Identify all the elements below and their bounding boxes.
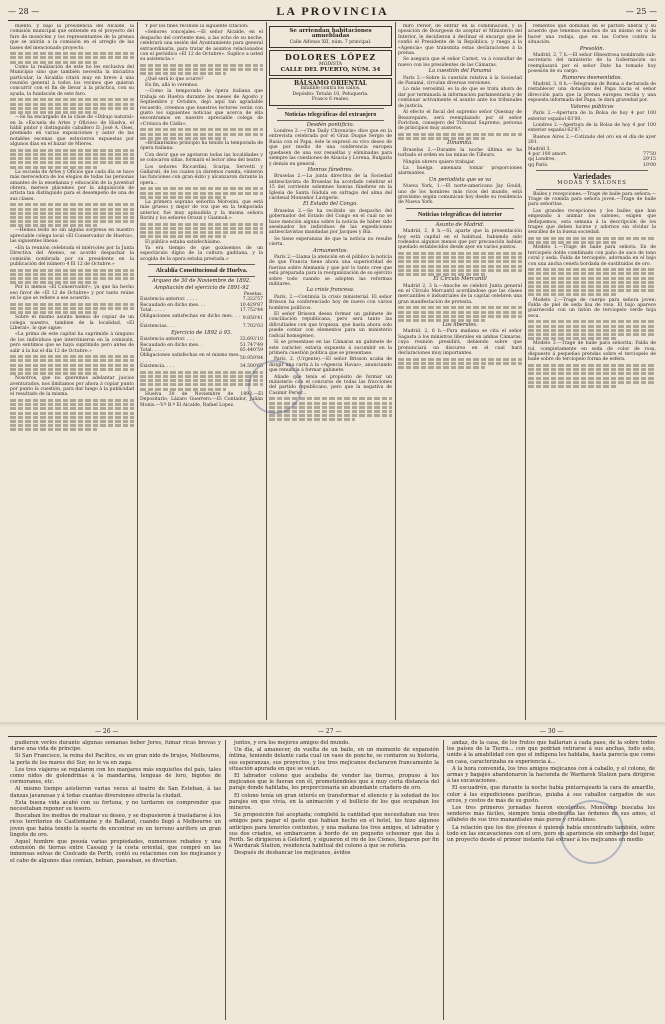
serial-column-3 [447, 740, 655, 1020]
table-row: Total. . . . . 85.440'59 [140, 348, 263, 354]
article-text: París 2.—Llama la atención en el público la noticia de que Francia tiene ahora una superioridad de fuerzas sobre Alemania y que por lo tanto cree que está preparada para la reorganización de su ejército sobre todo cuando se adopten las reformas militares. [269, 255, 392, 288]
column-5 [528, 24, 656, 720]
article-text: ¿Qué será lo que ocurre? [145, 76, 204, 82]
article-text: juntos, y era los mejores amigos del mundo. [234, 740, 350, 746]
serial-column-2 [229, 740, 439, 1020]
news-subhead: El Estado del Congo. [303, 201, 358, 208]
page-number-right: — 25 — [625, 6, 657, 16]
table-row: Obligaciones satisfechas en dicho mes. . . . . 9.850'41 [140, 313, 263, 325]
classified-ad: BÁLSAMO ORIENTAL Infalible contra los callos. Depósito: Tetuán 10, Peluquería. Frasco 6 reales. [269, 78, 392, 106]
news-subhead: Dinamita. [447, 140, 473, 147]
article-text: Madrid, 2, 6 h.—Para mañana se cita el señor Sagasta á los ministros liberales en ambas Cámaras, cuya reunión presidirá, debiendo sobre que pronunciará un discurso en el cual hará declaraciones muy importantes. [398, 329, 522, 357]
article-text: Londres 2.—Apertura de la Bolsa de hoy 4 por 100 exterior español 62'87. [528, 122, 656, 134]
news-subhead: Rumores desmentidos. [561, 74, 623, 81]
column-rule [225, 740, 226, 1020]
serial-page-number: — 26 — [95, 728, 119, 735]
article-text: miro Perier, de entrar en la combinación, y la oposición de Bourgeois de aceptar el Ministerio del Interior, le decidieron á declinar el encargo que le confió el Presidente de la República, y ruega á la «Agencia» que transmita estas declaraciones á la prensa. [398, 24, 522, 57]
news-subhead: Honras fúnebres. [307, 166, 354, 173]
article-text: Nosotros, que no queremos adelantar juicios aventurados, nos limitamos por ahora á copiar punto por punto la cuestión, para dar luego á la publicidad el resultado de la misma. [10, 376, 134, 398]
article-text: Ningún obrero quiere trabajar. [403, 159, 476, 165]
article-text: —Se ha encargado de la clase de «Dibujo natural» en la «Escuela de Artes y Oficios» de Huelva, el hábil pintor y distinguido caballero D. José A. Oses, premiado en varias exposiciones y autor de las notables escenas que estuvieron expuestas por algunos días en el bazar de Mieres. [10, 115, 134, 148]
article-text: miento, y bajo la presidencia del Alcalde, la comisión municipal que entiende en el proyecto del faro de monóclex y los representantes de la prensa que se unirán a la comisión en el arreglo de las bases del mencionado proyecto. [10, 24, 134, 51]
table-row: Existencia anterior. . . . . 7.322'57 [140, 297, 263, 303]
news-subhead: La cuestión del Panamá [428, 68, 492, 75]
article-text: Madrid, 2, 8 h.—Sí, aparte que la presentación hoy está capital en el habitual, habiendo sido rodeados algunos menos que por precaución habían quedado establecidos desde ayer en varios puntos. [398, 229, 522, 251]
section-title: Variedades [573, 172, 611, 182]
article-text: Aquel hombre que poseía varias propiedades, numerosos rebaños y una extensión de tierras entre Cassaig y la costa oriental, que compró en las inmensas selvas de Coolcado de Perth, contó su relaciones con los mejicanos y el cabo de algunos días comían, bebían, paseaban, se divertían. [10, 839, 221, 864]
report-title: Ejercicio de 1892 á 93. [171, 329, 232, 336]
article-text: andaz, de la casa, de los frutos que hallarían á cada paso, de la sobre todos los países de la Tierra... con que podrían retirarse á sus anchas, todo esto, unido á la amabilidad con que el indígena les hablaba, hasta parecía que como en casa, caracterizaba su experiencia á... [447, 740, 655, 765]
article-text: pudieron verlos durante algunas semanas beber Jeres, fumar ricas brevas y darse una vida de príncipe. [10, 740, 221, 753]
masthead-title: LA PROVINCIA [276, 3, 389, 18]
header-rule [8, 20, 657, 21]
table-row: Obligaciones satisfechas en el mismo mes. . . . . 50.959'84 [140, 353, 263, 364]
table-row: Existencia. . . . 34.500'65 [140, 364, 263, 370]
news-subhead: Valores públicos [570, 103, 614, 110]
table-row: qq París. 10'00 [528, 162, 656, 168]
article-text: Como la realización de este no les exclusiva del Municipio sino que también necesita la iniciativa particular, la Alcaldía citará muy en breve á una reunión general á todos los vecinos que quieran concurrir con el fin de llevar á la práctica, con su ayuda, la fundación de este faro. [10, 64, 134, 97]
article-text: Lo más verosímil, es la de que se trata ahora de dar por terminada la información parlamentaria y de continuar activamente el asunto ante los tribunales de justicia. [398, 87, 522, 109]
news-subhead: La crisis francesa. [306, 287, 355, 294]
table-row: Recaudado en dicho mes. . 51.747'49 [140, 342, 263, 348]
market-table [528, 147, 656, 169]
article-text: Bruselas 2.—La junta directiva de la Sociedad antiesclavista de Bruselas ha acordado celebrar el 15 del corriente solemnes honras fúnebres en la Iglesia de Santa Gúdula en sufragio del alma del cardenal Monseñor Lavigerie. [269, 174, 392, 201]
article-text: En fin, allá lo veremos. [145, 83, 199, 88]
article-text: La escuela de Artes y Oficios que cada día se hace más merecedora de los elogios de todas las personas amantes de la enseñanza y educación de la juventud obrera, merece plácemes por la adquisición de artista tan distinguido para el desempeño de una de sus clases. [10, 169, 134, 202]
article-text: París 2.—Apertura de la Bolsa de hoy 4 por 100 exterior español 63'00. [528, 111, 656, 122]
article-text: La huelga amenaza tomar proporciones alarmantes. [398, 165, 522, 177]
article-text: Con decir que se agotaron todas las localidades y se colocaron sillas, formará el lector idea del teatro. [140, 152, 263, 164]
news-subhead: Los liberales. [442, 322, 478, 329]
article-text: Bruselas 2.—Durante la noche última se ha turbado el orden en las minas de Tilleurs. [398, 147, 522, 159]
article-text: Madrid 2, 3 h.—Anoche se celebró Junta general en el Círculo Mercantil acordándose que las clases mercantiles é industriales de la capital celebren una gran manifestación de protesta. [398, 283, 522, 305]
quoted-text: «La prima de este capital ha suprimido á ninguno de los individuos que intervinieron en la comisión, pero sentimos que se haya suprimido pero antes de salir á la luz el día 12 de Octubre.» [10, 332, 134, 354]
section-subtitle: MODAS Y SALONES [557, 180, 627, 187]
article-text: París, 2.—Continúa la crisis ministerial. El señor Brisson ha conferenciado hoy de nuevo con varios hombres políticos. [269, 294, 392, 311]
section-title: Alcaldía Constitucional de Huelva. [155, 267, 248, 275]
article-text: Madrid, 3, 8 h.—Telegrama de Roma a declarada de restablecer una dotación del Papa hacia el señor dirección para que la prensa europea reciba y una espuesta informada del Papa, le dará gravedad por. [528, 82, 656, 104]
article-text: Buenos Aires 2.—Cotizado del oro en el día de ayer 281. [528, 134, 656, 146]
article-text: El labrador colono que acababa de vender las tierras, propuso á los mejicanos que le fueran con él, prometiéndoles que á muy corta distancia del paraje donde habitaba, les proporcionaría un abundante criadero de oro. [229, 773, 439, 792]
table-row: qq Londres, 29'15 [528, 157, 656, 163]
article-text: Un día, al amanecer, de vuelta de un baile, en un momento de expansión íntima, teniendo delante cada cual un vaso de ponche, se contaron su historia, sus esperanzas, sus proyectos, y los tres mejicanos declararon francamente la situación apurada en que se veían. [229, 747, 439, 772]
article-text: La primera soprano señorita Morosini, que está más grueso y mejor de voz que en la temporada anterior, fué muy aplaudida y la misma señora Rorini y los señores Orozzi y Giannoli.» [140, 200, 263, 222]
article-text: El escuadrón, que durante la noche había pintarrajeado la cara de amarillo, color á las expediciones pacíficas, guiaba á sus caballos cargados de sus arcos, y cestos de más de su gusto. [447, 785, 655, 804]
article-text: —Como la temporada de ópera italiana que trabaja en Huelva durante los meses de Agosto y Septiembre y Octubre, dejó aquí tan agradable recuerdo, creemos que nuestros lectores verán con gusto los siguientes noticias que acerca de ella encontramos en nuestro apreciable colega de «Crónica de Cádiz». [140, 89, 263, 127]
article-text: La relación que los dos jóvenes é quienes había encontrado también, sobre todo en las excavaciones con el oro, pero en apariencia sin embargo del lugar, un proyecto desde el primer instante fué extraer á los mejicanos en medio [447, 824, 655, 844]
page-fold [0, 722, 665, 727]
news-subhead: Asunto de Madrid. [435, 221, 485, 228]
article-text: Al efecto el fiscal del supremo señor Quesnay de Beaurepaire, será reemplazado por el señor Forichon, consejero del Tribunal Supremo, persona de principios muy austeros. [398, 110, 522, 132]
article-text: «Señores concejales.—El señor Alcalde, en el despacho del corriente mes, a las ocho de su noche, celebrará una sesión del Ayuntamiento para general extraordinaria, para tratar de asuntos relacionados con el periódico «El 12 de Octubre». Suplico a usted su asistencia.» [140, 30, 263, 63]
news-subhead: Un periodista que se va [428, 176, 492, 183]
article-text: Se asegura que el señor Carnot, va á consultar de nuevo con los presidentes de las Cámaras. [398, 57, 522, 68]
section-title: Noticias telegráficas del interior [417, 210, 503, 218]
article-text: Los señores Riccardini, Scarpa, Servetti y Gallarati, de los cuales ya daremos cuenta, vinieron las funciones con gran éxito y alcanzaron durante la opera... [140, 164, 263, 186]
serial-page-number: — 27 — [318, 728, 342, 735]
article-text: Modelo 1.—Trage de baile para señora: En de terciopelo doble combinado con paño de saco de tono coral y seda. Falda de terciopelo, adornada en el bajo con una ancha cenefa bordada de sustituidas de oro. [528, 245, 656, 267]
serial-column-1 [10, 740, 221, 1020]
article-text: Sobre el mismo asunto hemos de copiar de un colega nuestro, tambien de la localidad, «El Liberal», lo que sigue: [10, 315, 134, 332]
finance-table [140, 337, 263, 369]
article-text: Modelo 3.—Trage de baile para señorita: Falda de tul, completamente en seda de color de rosa, dispuesto á pequeñas prendas sobre el terciopelo de baile sobre de terciopelo forma de esfera. [528, 341, 656, 363]
article-text: Si se presentase en las Cámaras un gabinete de este carácter, estaría expuesto á sucumbir en la primera cuestión política que se presentase. [269, 340, 392, 356]
page-number-left: — 28 — [8, 6, 40, 16]
report-title: Arqueo de 30 de Noviembre de 1892. [152, 278, 251, 285]
table-row: Total. . . . . 17.752'44 [140, 308, 263, 314]
library-seal [560, 800, 624, 864]
article-text: —Hemos leído no sin alguna sorpresa en nuestro apreciable colega local «El Conservador de Huelva», las siguientes líneas: [10, 228, 134, 245]
serial-rule [8, 736, 657, 737]
column-rule [525, 22, 526, 720]
article-text: Bailes y recepciones.—Trage de baile para señora.—Trage de comida para señora joven.—Trage de baile para señoritas. [528, 191, 656, 208]
column-4 [398, 24, 522, 720]
article-text: Y por los fines recibido la siguiente citación: [145, 24, 249, 29]
article-text: Su proposición fué aceptada; completó la cantidad que necesitaban sus tres amigos para pagar el gasto que habían hecho en el hotel, les hizo algunos anticipos para tenerlos contentos, y una mañana los tres amigos, el labrador y sus dos criados, se embarcaron á bordo de un pequeño schooner que iba á Perth. Se dirigieron á Geleford, y siguieron el rio de los Cisnes, llegaron por fin á Wardarak Station, residencia habitual del colono á que se refería. [229, 812, 439, 850]
article-text: Londres 2.—«The Daily Chronicle» dice que en la entrevista celebrada por el Gran Duque Sergio de Rusia con el Papa, éste le expresó su vivo deseo de que por medio de una conferencia europea quedasen de una vez resueltas y eliminadas para siempre las cuestiones de Alsacia y Lorena, Bulgaria y demás en general. [269, 129, 392, 167]
article-text: A la hora convenida, los tres amigos mejicanos con á caballo, y el colono, de armas y bagajes abandonaron la hacienda de Wardarok Station para dirigirse á las excavaciones. [447, 765, 655, 785]
classified-ad: Se arriendan habitaciones amuebladas Calle Alfonso XII, núm. 7 principal. [269, 26, 392, 48]
serial-page-number: — 30 — [540, 728, 564, 735]
table-row: 4 por 100 amort. 77'50 [528, 151, 656, 157]
article-text: Esta buena vida acabó con su fortuna, y no tardaron en comprender que necesitaban reponer su tesoro. [10, 799, 221, 813]
article-text: Buscaban los medios de realizar su deseo, y se dispusieron á trasladarse á los ricos territorios de Castlemaine y de Ballarat, cuando llegó á Melbourne un joven que habia tenido la suerte de encontrar en un terreno aurífero un gran lingote de oro. [10, 813, 221, 838]
section-title: Noticias telegráficas del extranjero [284, 110, 377, 118]
article-text: Por lo menos «El Conservador», ya que ha hecho eso favor de «El 12 de Octubre» y por tanto reúne en lo que se refiere a ese acuerdo. [10, 285, 134, 302]
report-subtitle: Ampliación del ejercicio de 1891-92 [154, 284, 249, 291]
running-header [8, 4, 657, 18]
article-text: «Brillantísimo principio ha tenido la temporada de ópera italiana. [140, 141, 263, 152]
library-seal [248, 360, 302, 414]
article-text: Al mismo tiempo asistieron varias veces al teatro de San Esteban, á las danzas javanesas y á todas cuantas diversiones ofrecía la ciudad. [10, 786, 221, 799]
column-rule [137, 22, 138, 720]
article-text: Después de desbancar los mejicanos, ávidos [234, 850, 351, 857]
article-text: Modelo 2.—Trage de cuerpo para señora joven: Falda de piel de seda lisa de rosa. El bajo aparece guarnecido con un listón de terciopelo verde hoja seca. [528, 297, 656, 319]
signature-line: Huelva 30 de Noviembre de 1892.—El Depositario, Lázaro Guerrero.—El Contador, Julián Monis.—V.º B.º El Alcalde, Rafael Lopez. [140, 391, 263, 408]
news-subhead: Armamentos. [312, 247, 349, 254]
quoted-text: «En la reunión celebrada el miércoles por la Junta Directiva del Ateneo, se acordó despachar la comisión nombrada por su presidente en la publicación del número 4 El 12 de Octubre.» [10, 245, 134, 267]
article-text: Los tres primeros jornadas fueron excelentes. Monoomp buscaba los senderos más fáciles, siempre tenía obedecida las órdenes de sus amos, el alfabeto de sus tres manantiales más puros y cristalinos. [447, 805, 655, 824]
column-rule [443, 740, 444, 1020]
article-text: Se tiene esperanzas de que la noticia no resulte cierta. [269, 236, 392, 248]
article-text: Ya era tiempo de que gozásemos de un espectáculo digno de la cultura gaditana, y la acogida de la opera estaba prestada.» [140, 245, 263, 262]
table-row: Recaudado en dicho mes. . . 10.429'87 [140, 302, 263, 308]
article-text: El colono tenía un gran interés en transformar el silencio y la soledad de los parajes en que vivía, en la animación y el bullicio de los que ocupaban los mineros. [229, 792, 439, 812]
news-subhead: Presolón. [579, 45, 605, 52]
table-row: Madrid 3. [528, 146, 551, 152]
article-text: París 2.—Sobre la cuestión relativa á la Sociedad de Panamá, circulan diversas versiones. [398, 75, 522, 87]
article-text: Si San Francisco, la reina del Pacífico, es un gran nido de brujos, Melbourne, la perla de los mares del Sur, no le va en zaga. [10, 753, 221, 766]
news-subhead: Desdén pontificio. [306, 121, 355, 128]
column-1 [10, 24, 134, 720]
article-text: Nueva York, 1.—El norte-americano Jay Gould, uno de los hombres más ricos del mundo, está gravísimo según comunican hoy desde su residencia de Nueva York. [398, 184, 522, 206]
table-row: Existencias. . . . 7.702'03 [140, 324, 263, 330]
column-2 [140, 24, 263, 720]
article-text: El señor Brisson desea formar un gabinete de conciliación republicana, pero será tanto las dificultades con que tropieza, que hasta ahora solo puede contar con elementos para un ministerio radical homogéneo. [269, 312, 392, 339]
article-text: Añade que tenía el propósito de formar un ministerio con el concurso de todas las fracciones del partido republicano, pero que la negativa de Casimir Perier... [269, 374, 392, 396]
article-text: rementos que dominan en el partido liberal y su acuerdo que tenemos muchos de un mismo en sí de hacer una rodaja, que en las Cortes contra la situación. [528, 24, 656, 46]
article-text: París, 2. (Urgente).—El señor Brisson acaba de dirigir una carta á la «Agencia Havas», anunciando que renuncia á formar gabinete. [269, 357, 392, 374]
article-text: Bruselas 2.—Se ha recibido un despacho del gobernador del Estado del Congo en el cual no se hace mención alguna sobre la noticia de haber sido asesinados los individuos de las expediciones antiesclavistas mandadas por Jacques y Bia. [269, 208, 392, 236]
article-text: El público estaba satisfechísimo. [145, 239, 222, 245]
table-row: Existencia anterior. . . . 33.693'10 [140, 337, 263, 343]
classified-ad: DOLORES LÓPEZ MODISTA CALLE DEL PUERTO, NÚM. 34 [269, 50, 392, 76]
finance-table [140, 297, 263, 329]
article-text: Las grandes recepciones y los bailes que han empezado á animar los salones, exigen que dediquemos, esta semana á la descripción de los trages que deben lucirse y adornos sin olvidar la sencillez de la buena sociedad. [528, 208, 656, 236]
article-text: Madrid, 2, 7 h.—El señor Hinestrosa nombrado sub-secretario del ministerio de la Gobernación no reemplazará por el señor Dato ha tomado hoy posesión de su cargo. [528, 53, 656, 75]
unit-label: Pesetas. [243, 292, 263, 297]
column-rule [395, 22, 396, 720]
news-subhead: El Círculo Mercantil [433, 276, 487, 283]
article-text: Los tres viajeros se regalaron con los manjares más exquisitos del país, tales como nidos de golondrinas á la mandarina, lenguas de loro, bigotes de cormoranes, etc. [10, 766, 221, 786]
